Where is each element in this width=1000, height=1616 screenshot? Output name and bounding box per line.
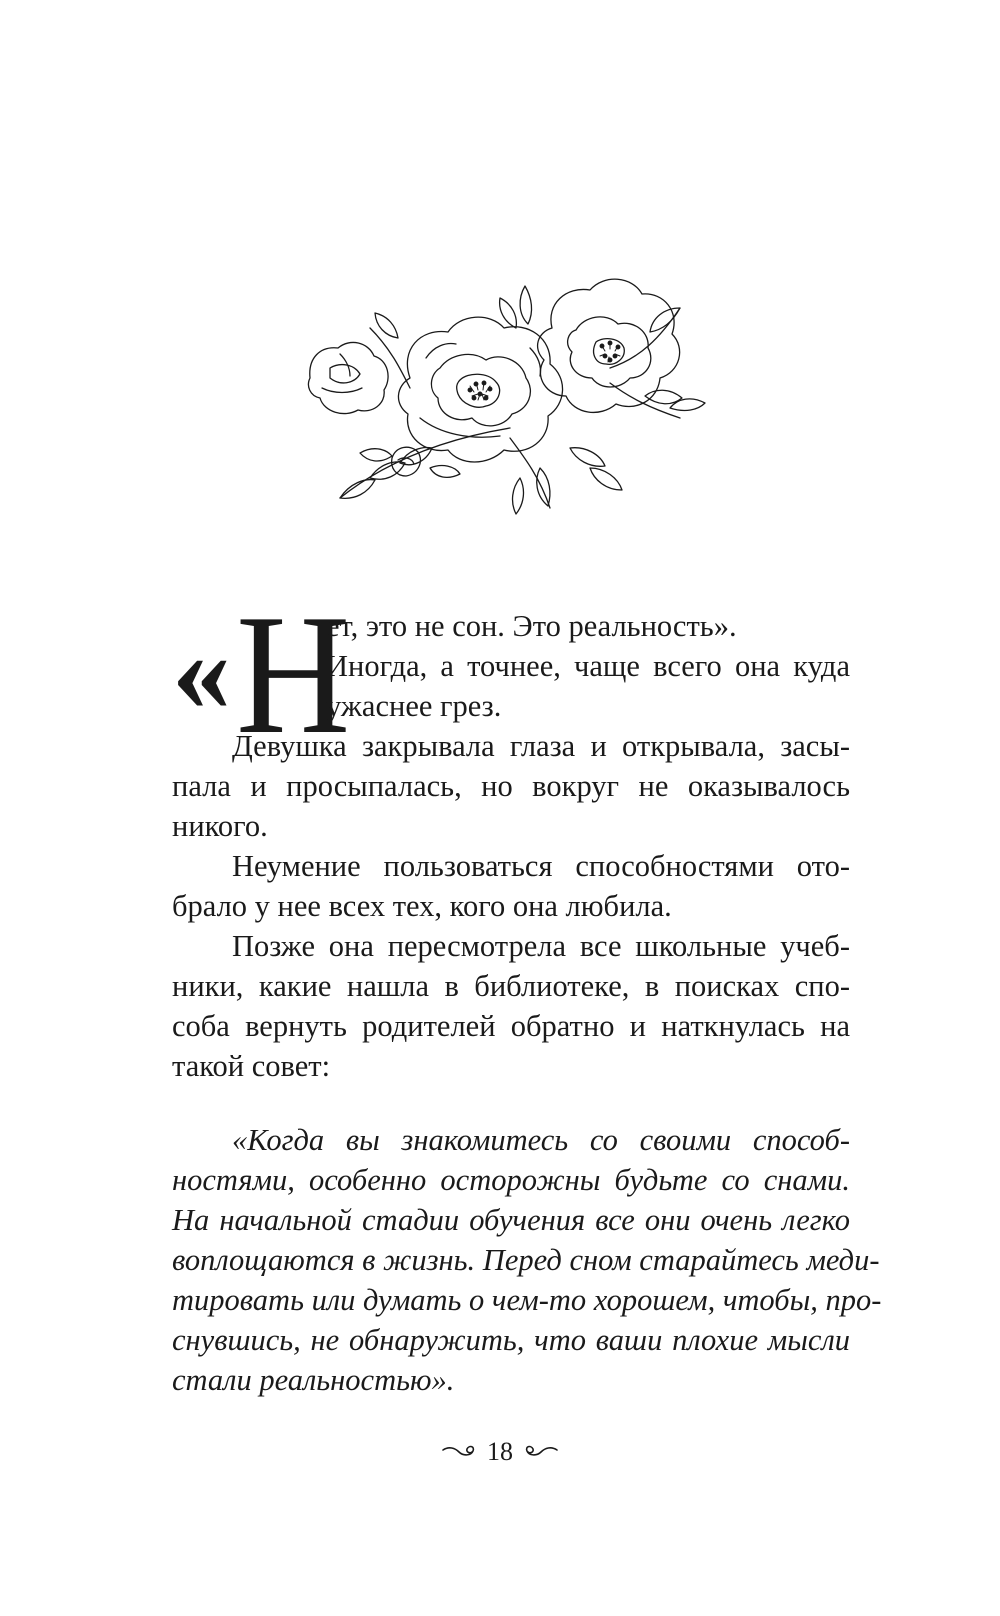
quote-line-5: тировать или думать о чем-то хорошем, чтобы, про-	[172, 1283, 882, 1317]
paragraph-3-line-1: Позже она пересмотрела все школьные учеб-	[232, 929, 850, 963]
paragraph-2-line-2: брало у нее всех тех, кого она любила.	[172, 889, 672, 923]
drop-cap-letter: Н	[236, 580, 351, 770]
paragraph-3-line-3: соба вернуть родителей обратно и наткнулась на	[172, 1009, 850, 1043]
paragraph-1-line-1: Девушка закрывала глаза и открывала, засы-	[232, 729, 850, 763]
paragraph-1-line-2: пала и просыпалась, но вокруг не оказывалось	[172, 769, 850, 803]
opening-line-2: Иногда, а точнее, чаще всего она куда	[326, 649, 850, 683]
quote-line-4: воплощаются в жизнь. Перед сном старайтесь меди-	[172, 1243, 880, 1277]
quote-line-2: ностями, особенно осторожны будьте со снами.	[172, 1163, 850, 1197]
quote-line-7: стали реальностью».	[172, 1363, 455, 1397]
paragraph-3-line-2: ники, какие нашла в библиотеке, в поисках спо-	[172, 969, 850, 1003]
quote-line-3: На начальной стадии обучения все они очень легко	[172, 1203, 850, 1237]
quote-line-6: снувшись, не обнаружить, что ваши плохие мысли	[172, 1323, 850, 1357]
page-folio	[0, 1432, 1000, 1474]
opening-quote-mark: «	[172, 605, 225, 736]
page-number: 18	[487, 1437, 513, 1466]
paragraph-1-line-3: никого.	[172, 809, 268, 843]
paragraph-3-line-4: такой совет:	[172, 1049, 331, 1083]
left-swirl-ornament-icon	[441, 1442, 481, 1462]
peony-flowers-illustration	[300, 268, 720, 538]
right-swirl-ornament-icon	[519, 1442, 559, 1462]
opening-line-3: ужаснее грез.	[326, 689, 502, 723]
opening-line-1: ет, это не сон. Это реальность».	[326, 609, 737, 643]
paragraph-2-line-1: Неумение пользоваться способностями ото-	[232, 849, 850, 883]
quote-line-1: «Когда вы знакомитесь со своими способ-	[232, 1123, 850, 1157]
